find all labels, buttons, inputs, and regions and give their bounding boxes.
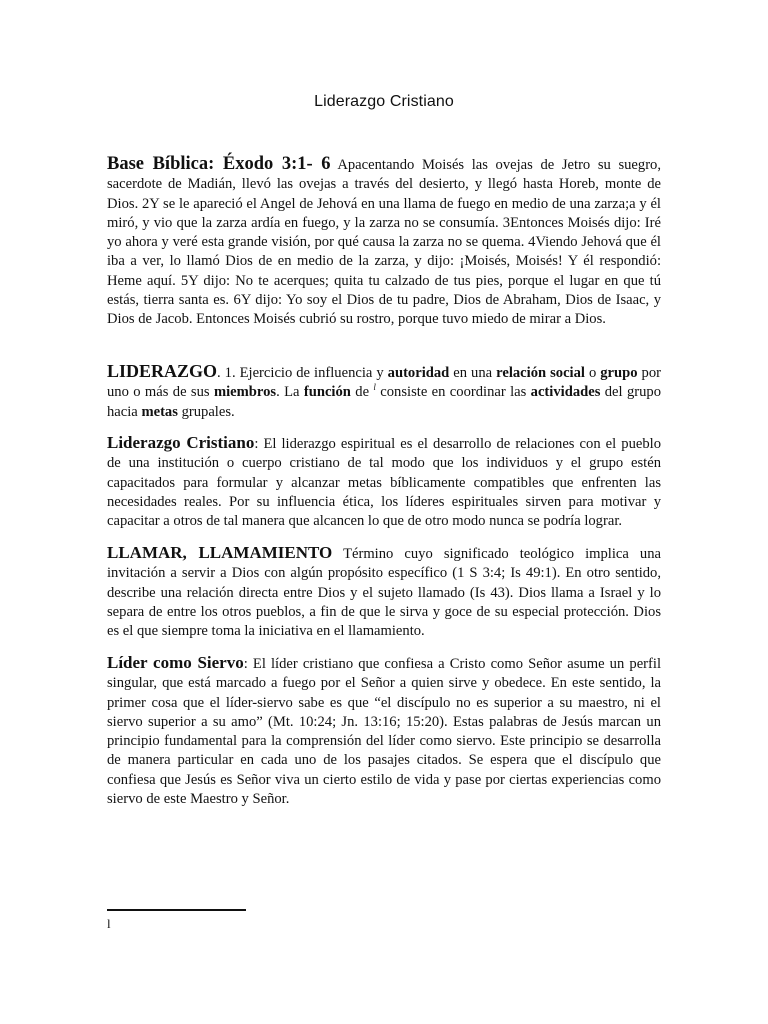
paragraph-text: Término cuyo significado teológico implica una invitación a servir a Dios con algún propósito específico (1 S 3:4; Is 49:1). En otro sentido, describe una relación directa entre Dios y el sujeto llamado (Is 43). Dios llama a Israel y lo separa de entre los otros pueblos, a fin de que le sirva y goce de su especial protección. Dios es el que siempre toma la iniciativa en el llamamiento.: [107, 546, 661, 640]
paragraph-heading: Base Bíblica: Éxodo 3:1- 6: [107, 154, 331, 174]
bold-term: metas: [141, 403, 178, 420]
paragraph-text: grupales.: [177, 403, 235, 420]
paragraph-text: consiste en coordinar las: [375, 384, 531, 401]
paragraph-heading: Líder como Siervo: [107, 653, 244, 672]
paragraph-text: del grupo hacia: [107, 384, 661, 420]
document-title: Liderazgo Cristiano: [314, 93, 454, 110]
paragraph-lider-siervo: [107, 653, 661, 809]
bold-term: actividades: [530, 384, 601, 401]
paragraph-text: . 1. Ejercicio de influencia y: [217, 365, 388, 381]
paragraph-text: por uno o más de sus: [107, 365, 662, 401]
paragraph-text: : El liderazgo espiritual es el desarrollo de relaciones con el pueblo de una institución o cuerpo cristiano de tal modo que los individuos y el grupo estén capacitados para formular y alcanzar metas bíblicamente compatibles que enfrenten las necesidades reales. Por su influencia ética, los líderes espirituales sirven para motivar y capacitar a otros de tal manera que alcancen lo que de otro modo nunca se podría lograr.: [107, 436, 661, 530]
footnote-separator: [107, 909, 246, 911]
bold-term: autoridad: [387, 365, 450, 381]
paragraph-base-biblica: [107, 155, 661, 330]
bold-term: relación social: [496, 365, 585, 381]
paragraph-text: . La: [276, 384, 304, 401]
paragraph-llamamiento: [107, 543, 661, 641]
bold-term: miembros: [213, 384, 277, 401]
footnote-mark: l: [107, 916, 111, 931]
bold-term: función: [303, 384, 351, 401]
bold-term: grupo: [600, 365, 638, 381]
paragraph-heading: LLAMAR, LLAMAMIENTO: [107, 543, 333, 562]
footnote-reference[interactable]: l: [373, 382, 376, 393]
paragraph-text: o: [584, 365, 601, 381]
paragraph-text: : El líder cristiano que confiesa a Cristo como Señor asume un perfil singular, que está marcado a fuego por el Señor a quien sirve y obedece. En este sentido, la primer cosa que el líder-siervo sabe es que “el discípulo no es superior a su maestro, ni el siervo superior a su amo” (Mt. 10:24; Jn. 13:16; 15:20). Estas palabras de Jesús marcan un principio fundamental para la comprensión del líder como siervo. Este principio se desarrolla de manera particular en cada uno de los pasajes citados. Se espera que el discípulo que confiesa que Jesús es Señor viva un cierto estilo de vida y pase por ciertas experiencias como siervo de este Maestro y Señor.: [107, 656, 661, 808]
paragraph-heading: Liderazgo Cristiano: [107, 433, 255, 452]
paragraph-text: Apacentando Moisés las ovejas de Jetro su suegro, sacerdote de Madián, llevó las ovejas a través del desierto, y llegó hasta Horeb, monte de Dios. 2Y se le apareció el Angel de Jehová en una llama de fuego en medio de una zarza;a y él miró, y vio que la zarza ardía en fuego, y la zarza no se consumía. 3Entonces Moisés dijo: Iré yo ahora y veré esta grande visión, por qué causa la zarza no se quema. 4Viendo Jehová que él iba a ver, lo llamó Dios de en medio de la zarza, y dijo: ¡Moisés, Moisés! Y él respondió: Heme aquí. 5Y dijo: No te acerques; quita tu calzado de tus pies, porque el lugar en que tú estás, tierra santa es. 6Y dijo: Yo soy el Dios de tu padre, Dios de Abraham, Dios de Isaac, y Dios de Jacob. Entonces Moisés cubrió su rostro, porque tuvo miedo de mirar a Dios.: [107, 157, 661, 328]
paragraph-text: en una: [449, 365, 497, 381]
paragraph-text: de: [350, 384, 374, 401]
paragraph-liderazgo-cristiano: [107, 433, 661, 531]
paragraph-heading: LIDERAZGO: [107, 361, 218, 381]
paragraph-liderazgo: [107, 362, 661, 422]
